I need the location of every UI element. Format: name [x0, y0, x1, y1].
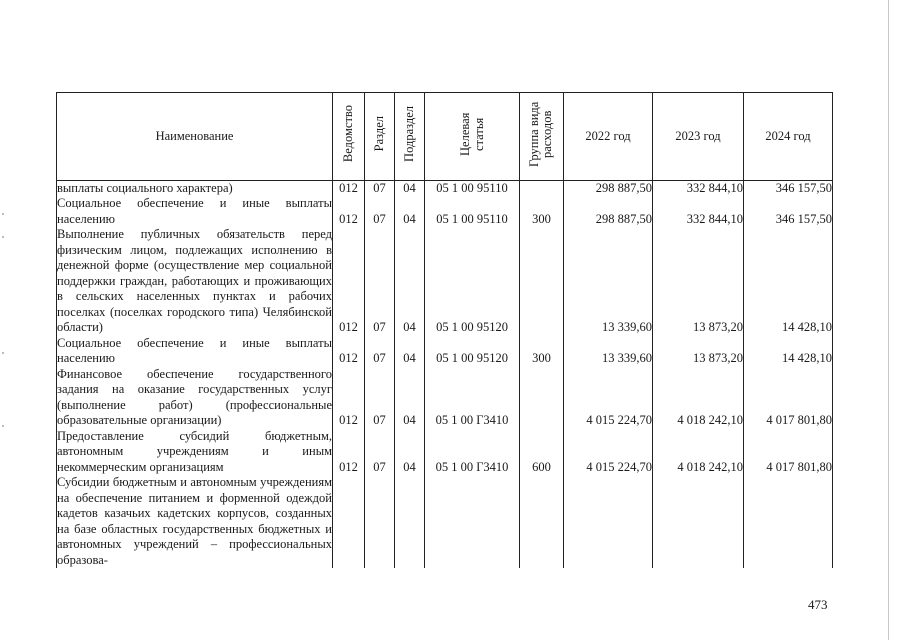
row-target-item: 05 1 00 Г3410	[425, 367, 520, 429]
row-department: 012	[333, 180, 365, 196]
row-section: 07	[365, 429, 395, 476]
row-name: выплаты социального характера)	[57, 180, 333, 196]
table-row	[57, 336, 833, 367]
row-target-item	[425, 475, 520, 568]
row-expense-group	[520, 475, 564, 568]
row-department	[333, 475, 365, 568]
row-section: 07	[365, 227, 395, 336]
scan-mark	[2, 352, 4, 354]
row-name: Предоставление субсидий бюджетным, автономным учреждениям и иным некоммерческим организациям	[57, 428, 332, 474]
row-expense-group: 600	[520, 429, 564, 476]
row-2022: 298 887,50	[564, 196, 653, 227]
table-row	[57, 180, 833, 196]
row-2023: 13 873,20	[653, 227, 744, 336]
row-2023: 332 844,10	[653, 180, 744, 196]
row-2022: 4 015 224,70	[564, 367, 653, 429]
row-2024: 4 017 801,80	[744, 429, 833, 476]
page-edge	[888, 0, 889, 640]
row-2023: 13 873,20	[653, 336, 744, 367]
row-target-item: 05 1 00 95120	[425, 336, 520, 367]
header-subsection: Подраздел	[395, 93, 425, 181]
row-expense-group: 300	[520, 336, 564, 367]
row-subsection: 04	[395, 367, 425, 429]
scan-mark	[2, 236, 4, 238]
row-expense-group	[520, 367, 564, 429]
row-2024: 4 017 801,80	[744, 367, 833, 429]
header-department: Ведомство	[333, 93, 365, 181]
row-department: 012	[333, 196, 365, 227]
header-2024: 2024 год	[744, 93, 833, 181]
table-row	[57, 475, 833, 568]
header-2022: 2022 год	[564, 93, 653, 181]
row-2022: 13 339,60	[564, 227, 653, 336]
header-section: Раздел	[365, 93, 395, 181]
header-expense-group: Группа вида расходов	[520, 93, 564, 181]
row-subsection	[395, 475, 425, 568]
row-2023: 4 018 242,10	[653, 367, 744, 429]
page-number: 473	[808, 597, 828, 612]
row-department: 012	[333, 367, 365, 429]
row-section: 07	[365, 196, 395, 227]
row-2024	[744, 475, 833, 568]
header-name: Наименование	[57, 93, 333, 181]
row-subsection: 04	[395, 227, 425, 336]
row-name: Финансовое обеспечение государственного задания на оказание государственных услуг (выполнение работ) (профессиональные образовательные организации)	[57, 366, 332, 427]
table-header-row	[57, 93, 833, 181]
header-2023: 2023 год	[653, 93, 744, 181]
row-2022: 298 887,50	[564, 180, 653, 196]
row-2023	[653, 475, 744, 568]
row-target-item: 05 1 00 95120	[425, 227, 520, 336]
row-target-item: 05 1 00 95110	[425, 180, 520, 196]
row-subsection: 04	[395, 196, 425, 227]
row-section	[365, 475, 395, 568]
row-subsection: 04	[395, 180, 425, 196]
row-department: 012	[333, 429, 365, 476]
table-row	[57, 429, 833, 476]
row-section: 07	[365, 336, 395, 367]
row-subsection: 04	[395, 429, 425, 476]
row-department: 012	[333, 336, 365, 367]
row-expense-group	[520, 180, 564, 196]
row-section: 07	[365, 367, 395, 429]
table-row	[57, 227, 833, 336]
row-2024: 14 428,10	[744, 336, 833, 367]
row-2024: 346 157,50	[744, 196, 833, 227]
row-2022	[564, 475, 653, 568]
scan-mark	[2, 213, 4, 215]
scan-mark	[2, 425, 4, 427]
table-row	[57, 196, 833, 227]
row-subsection: 04	[395, 336, 425, 367]
row-2023: 4 018 242,10	[653, 429, 744, 476]
row-target-item: 05 1 00 Г3410	[425, 429, 520, 476]
row-name: Субсидии бюджетным и автономным учреждениям на обеспечение питанием и форменной одеждой кадетов казачьих кадетских корпусов, созданных на базе областных государственных бюджетных и автономных учреждений – профессиональных образова-	[57, 475, 332, 567]
row-target-item: 05 1 00 95110	[425, 196, 520, 227]
row-section: 07	[365, 180, 395, 196]
row-expense-group	[520, 227, 564, 336]
row-name: Социальное обеспечение и иные выплаты населению	[57, 335, 332, 365]
row-expense-group: 300	[520, 196, 564, 227]
header-target-item: Целевая статья	[425, 93, 520, 181]
row-department: 012	[333, 227, 365, 336]
row-name: Социальное обеспечение и иные выплаты населению	[57, 196, 332, 226]
row-2024: 346 157,50	[744, 180, 833, 196]
budget-table	[56, 92, 833, 568]
row-2022: 13 339,60	[564, 336, 653, 367]
table-row	[57, 367, 833, 429]
row-2022: 4 015 224,70	[564, 429, 653, 476]
row-2023: 332 844,10	[653, 196, 744, 227]
row-2024: 14 428,10	[744, 227, 833, 336]
row-name: Выполнение публичных обязательств перед физическим лицом, подлежащих исполнению в денежной форме (осуществление мер социальной поддержки граждан, работающих и проживающих в сельских населенных пунктах и рабочих поселках (поселках городского типа) Челябинской области)	[57, 227, 332, 334]
